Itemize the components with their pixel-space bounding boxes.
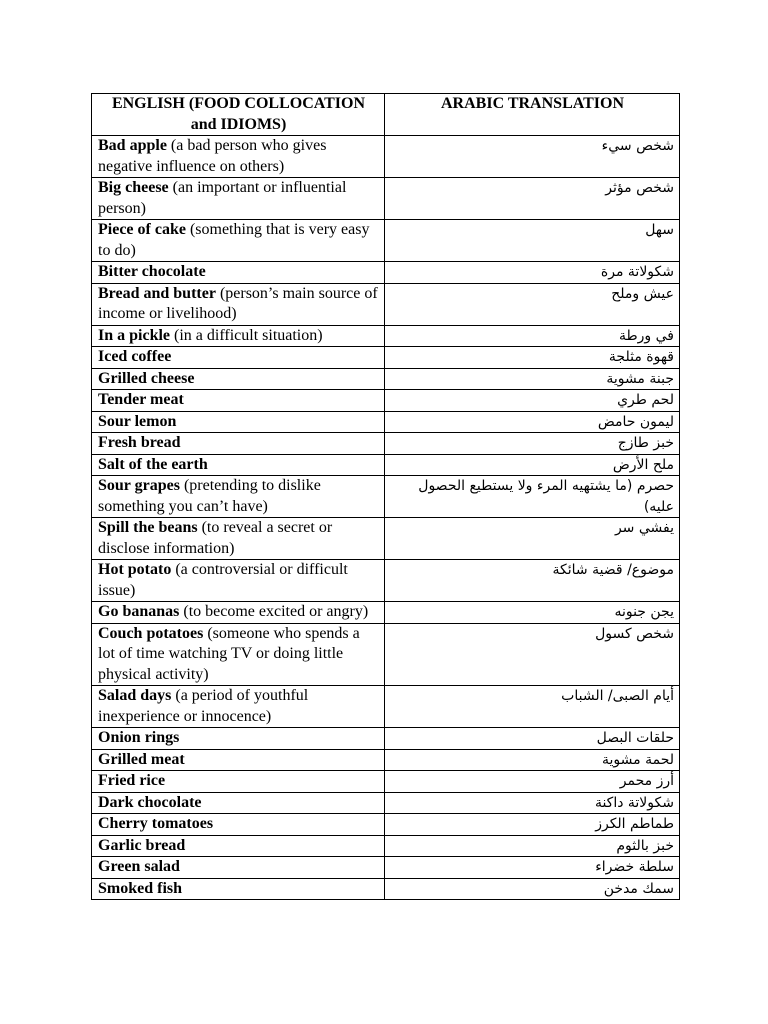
arabic-cell: لحمة مشوية bbox=[385, 749, 680, 771]
idiom-term: Couch potatoes bbox=[98, 624, 204, 642]
english-cell bbox=[92, 347, 385, 369]
table-row bbox=[92, 814, 680, 836]
arabic-cell: يفشي سر bbox=[385, 518, 680, 560]
arabic-cell: سلطة خضراء bbox=[385, 857, 680, 879]
table-body bbox=[92, 136, 680, 900]
english-cell bbox=[92, 602, 385, 624]
table-row bbox=[92, 368, 680, 390]
table-row bbox=[92, 347, 680, 369]
table-row bbox=[92, 325, 680, 347]
arabic-cell: شخص سيء bbox=[385, 136, 680, 178]
arabic-cell: أرز محمر bbox=[385, 771, 680, 793]
idiom-gloss: (a period of youthful inexperience or innocence) bbox=[98, 687, 309, 725]
idiom-term: Smoked fish bbox=[98, 879, 183, 897]
english-cell bbox=[92, 878, 385, 900]
header-row bbox=[92, 94, 680, 136]
idiom-term: Garlic bread bbox=[98, 836, 186, 854]
english-cell bbox=[92, 476, 385, 518]
arabic-cell: قهوة مثلجة bbox=[385, 347, 680, 369]
idiom-term: Hot potato bbox=[98, 561, 172, 578]
arabic-cell: خبز طازج bbox=[385, 433, 680, 455]
english-cell bbox=[92, 728, 385, 750]
idiom-term: Iced coffee bbox=[98, 348, 172, 365]
table-row bbox=[92, 771, 680, 793]
english-cell bbox=[92, 454, 385, 476]
table-row bbox=[92, 390, 680, 412]
idiom-gloss: (an important or influential person) bbox=[98, 179, 347, 217]
idiom-gloss: (someone who spends a lot of time watching TV or doing little physical activity) bbox=[98, 624, 360, 683]
table-row bbox=[92, 623, 680, 686]
arabic-cell: طماطم الكرز bbox=[385, 814, 680, 836]
vocabulary-table bbox=[91, 93, 680, 900]
idiom-term: Spill the beans bbox=[98, 519, 198, 536]
english-cell bbox=[92, 411, 385, 433]
english-cell bbox=[92, 390, 385, 412]
idiom-term: Cherry tomatoes bbox=[98, 815, 214, 832]
idiom-term: Fresh bread bbox=[98, 434, 181, 451]
idiom-term: Fried rice bbox=[98, 772, 166, 789]
table-row bbox=[92, 560, 680, 602]
table-row bbox=[92, 220, 680, 262]
table-row bbox=[92, 728, 680, 750]
idiom-gloss: (pretending to dislike something you can’t have) bbox=[98, 477, 321, 515]
idiom-gloss: (a bad person who gives negative influence on others) bbox=[98, 137, 327, 175]
arabic-cell: موضوع/ قضية شائكة bbox=[385, 560, 680, 602]
table-header bbox=[92, 94, 680, 136]
english-cell bbox=[92, 178, 385, 220]
arabic-cell: لحم طري bbox=[385, 390, 680, 412]
header-english: ENGLISH (FOOD COLLOCATION and IDIOMS) bbox=[92, 94, 385, 136]
idiom-term: Big cheese bbox=[98, 179, 169, 196]
idiom-gloss: (a controversial or difficult issue) bbox=[98, 561, 348, 599]
arabic-cell: سهل bbox=[385, 220, 680, 262]
english-cell bbox=[92, 792, 385, 814]
table-row bbox=[92, 262, 680, 284]
arabic-cell: حصرم (ما يشتهيه المرء ولا يستطيع الحصول عليه) bbox=[385, 476, 680, 518]
idiom-term: Bad apple bbox=[98, 137, 167, 154]
table-row bbox=[92, 283, 680, 325]
table-row bbox=[92, 749, 680, 771]
table-row bbox=[92, 857, 680, 879]
table-row bbox=[92, 835, 680, 857]
arabic-cell: شكولاتة مرة bbox=[385, 262, 680, 284]
english-cell bbox=[92, 835, 385, 857]
table-row bbox=[92, 454, 680, 476]
idiom-term: In a pickle bbox=[98, 326, 171, 344]
english-cell bbox=[92, 262, 385, 284]
idiom-term: Salt of the earth bbox=[98, 455, 208, 473]
idiom-term: Sour grapes bbox=[98, 477, 180, 494]
idiom-term: Dark chocolate bbox=[98, 793, 202, 811]
table-row bbox=[92, 518, 680, 560]
idiom-gloss: (to reveal a secret or disclose information) bbox=[98, 519, 333, 557]
english-cell bbox=[92, 368, 385, 390]
idiom-term: Green salad bbox=[98, 858, 180, 875]
idiom-term: Tender meat bbox=[98, 391, 184, 408]
idiom-term: Grilled meat bbox=[98, 750, 185, 768]
arabic-cell: يجن جنونه bbox=[385, 602, 680, 624]
arabic-cell: خبز بالثوم bbox=[385, 835, 680, 857]
english-cell bbox=[92, 220, 385, 262]
arabic-cell: أيام الصبى/ الشباب bbox=[385, 686, 680, 728]
english-cell bbox=[92, 283, 385, 325]
english-cell bbox=[92, 623, 385, 686]
idiom-term: Go bananas bbox=[98, 603, 180, 620]
idiom-term: Grilled cheese bbox=[98, 369, 195, 387]
table-row bbox=[92, 686, 680, 728]
arabic-cell: حلقات البصل bbox=[385, 728, 680, 750]
idiom-term: Bread and butter bbox=[98, 284, 216, 302]
english-cell bbox=[92, 136, 385, 178]
table-row bbox=[92, 178, 680, 220]
header-arabic: ARABIC TRANSLATION bbox=[385, 94, 680, 136]
english-cell bbox=[92, 325, 385, 347]
table-row bbox=[92, 602, 680, 624]
arabic-cell: ليمون حامض bbox=[385, 411, 680, 433]
idiom-term: Onion rings bbox=[98, 729, 180, 746]
english-cell bbox=[92, 560, 385, 602]
arabic-cell: عيش وملح bbox=[385, 283, 680, 325]
english-cell bbox=[92, 857, 385, 879]
arabic-cell: شكولاتة داكنة bbox=[385, 792, 680, 814]
arabic-cell: ملح الأرض bbox=[385, 454, 680, 476]
idiom-gloss: (person’s main source of income or livelihood) bbox=[98, 284, 378, 322]
table-row bbox=[92, 476, 680, 518]
arabic-cell: في ورطة bbox=[385, 325, 680, 347]
table-row bbox=[92, 433, 680, 455]
idiom-term: Salad days bbox=[98, 687, 172, 704]
arabic-cell: شخص كسول bbox=[385, 623, 680, 686]
english-cell bbox=[92, 771, 385, 793]
idiom-gloss: (in a difficult situation) bbox=[170, 326, 323, 344]
idiom-gloss: (something that is very easy to do) bbox=[98, 221, 370, 259]
idiom-term: Sour lemon bbox=[98, 412, 177, 430]
table-row bbox=[92, 878, 680, 900]
arabic-cell: شخص مؤثر bbox=[385, 178, 680, 220]
idiom-term: Bitter chocolate bbox=[98, 263, 206, 280]
table-row bbox=[92, 792, 680, 814]
english-cell bbox=[92, 518, 385, 560]
arabic-cell: جبنة مشوية bbox=[385, 368, 680, 390]
idiom-gloss: (to become excited or angry) bbox=[179, 603, 369, 620]
english-cell bbox=[92, 814, 385, 836]
english-cell bbox=[92, 749, 385, 771]
table-row bbox=[92, 136, 680, 178]
english-cell bbox=[92, 686, 385, 728]
idiom-term: Piece of cake bbox=[98, 221, 186, 238]
english-cell bbox=[92, 433, 385, 455]
table-row bbox=[92, 411, 680, 433]
arabic-cell: سمك مدخن bbox=[385, 878, 680, 900]
